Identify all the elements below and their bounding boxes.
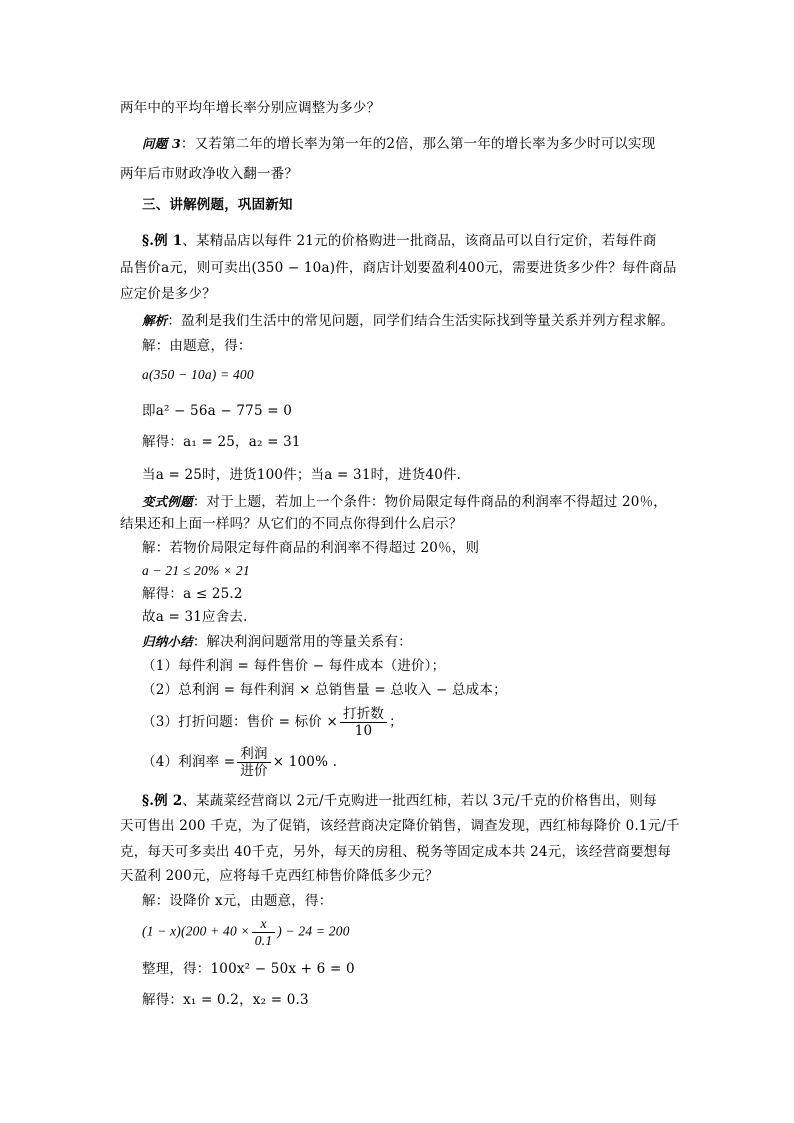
summary-item-4 — [142, 746, 337, 779]
equation: a(350 − 10a) = 400 — [142, 367, 254, 382]
text-line: 两年中的平均年增长率分别应调整为多少？ — [120, 100, 381, 116]
example-1-label: §.例 1 — [142, 233, 183, 249]
analysis — [142, 312, 674, 330]
summary-3-pre: （3）打折问题：售价 = 标价 × — [142, 714, 338, 730]
fraction-denominator: 10 — [354, 723, 373, 739]
fraction-denominator: 0.1 — [254, 933, 273, 948]
example-2 — [142, 792, 657, 810]
equation: 即a² − 56a − 775 = 0 — [142, 403, 293, 419]
text-line: 天可售出 200 千克，为了促销，该经营商决定降价销售，调查发现，西红柿每降价 0.1元/千 — [120, 818, 680, 834]
text-line: 两年后市财政净收入翻一番？ — [120, 166, 299, 182]
summary — [142, 633, 412, 651]
equation: 当a = 25时，进货100件；当a = 31时，进货40件. — [142, 467, 462, 483]
question-3 — [142, 135, 655, 153]
equation: 故a = 31应舍去. — [142, 609, 248, 625]
text-line: 结果还和上面一样吗？从它们的不同点你得到什么启示？ — [120, 516, 463, 532]
summary-label: 归纳小结 — [142, 634, 193, 649]
eq5-post: ) − 24 = 200 — [277, 923, 350, 939]
summary-text: ：解决利润问题常用的等量关系有： — [192, 634, 413, 650]
summary-4-post: × 100% . — [272, 754, 338, 770]
section-heading: 三、讲解例题，巩固新知 — [142, 197, 293, 213]
summary-item: （1）每件利润 = 每件售价 − 每件成本（进价）； — [142, 658, 446, 674]
equation: 解得：x₁ = 0.2，x₂ = 0.3 — [142, 992, 309, 1008]
fraction-numerator: x — [252, 916, 275, 933]
example-2-text: 、某蔬菜经营商以 2元/千克购进一批西红柿，若以 3元/千克的价格售出，则每 — [182, 793, 657, 809]
variant-text: ：对于上题，若加上一个条件：物价局限定每件商品的利润率不得超过 20％， — [192, 494, 667, 510]
text-line: 应定价是多少？ — [120, 286, 216, 302]
text-line: 克，每天可多卖出 40千克，另外，每天的房租、税务等固定成本共 24元，该经营商要想每 — [120, 844, 672, 860]
solution-intro: 解：由题意，得： — [142, 338, 252, 354]
question-3-text: ：又若第二年的增长率为第一年的2倍，那么第一年的增长率为多少时可以实现 — [180, 136, 656, 152]
question-3-label: 问题 3 — [142, 136, 181, 151]
summary-4-pre: （4）利润率 = — [142, 754, 236, 770]
equation-5 — [142, 916, 350, 949]
analysis-label: 解析 — [142, 313, 168, 328]
equation: 解得：a ≤ 25.2 — [142, 586, 243, 602]
analysis-text: ：盈利是我们生活中的常见问题，同学们结合生活实际找到等量关系并列方程求解。 — [167, 313, 675, 329]
summary-3-post: ； — [389, 714, 403, 730]
variant-example — [142, 493, 667, 511]
fraction — [252, 916, 275, 949]
variant-solution: 解：若物价局限定每件商品的利润率不得超过 20％，则 — [142, 540, 480, 556]
example-1-text: 、某精品店以每件 21元的价格购进一批商品，该商品可以自行定价，若每件商 — [182, 233, 657, 249]
example-1 — [142, 232, 657, 250]
text-line: 天盈利 200元，应将每千克西红柿售价降低多少元？ — [120, 868, 439, 884]
fraction-numerator: 利润 — [237, 746, 270, 763]
fraction — [237, 746, 270, 779]
solution-intro: 解：设降价 x元，由题意，得： — [142, 893, 333, 909]
equation: 解得：a₁ = 25，a₂ = 31 — [142, 434, 301, 450]
variant-label: 变式例题 — [142, 494, 193, 509]
eq5-pre: (1 − x)(200 + 40 × — [142, 923, 250, 939]
fraction-numerator: 打折数 — [340, 706, 387, 723]
summary-item-3 — [142, 706, 403, 739]
fraction-denominator: 进价 — [240, 763, 268, 779]
example-2-label: §.例 2 — [142, 793, 183, 809]
summary-item: （2）总利润 = 每件利润 × 总销售量 = 总收入 − 总成本； — [142, 682, 507, 698]
equation: 整理，得：100x² − 50x + 6 = 0 — [142, 961, 355, 977]
equation: a − 21 ≤ 20% × 21 — [142, 563, 250, 578]
fraction — [340, 706, 387, 739]
text-line: 品售价a元，则可卖出(350 − 10a)件，商店计划要盈利400元，需要进货多少件？每件商品 — [120, 260, 677, 276]
